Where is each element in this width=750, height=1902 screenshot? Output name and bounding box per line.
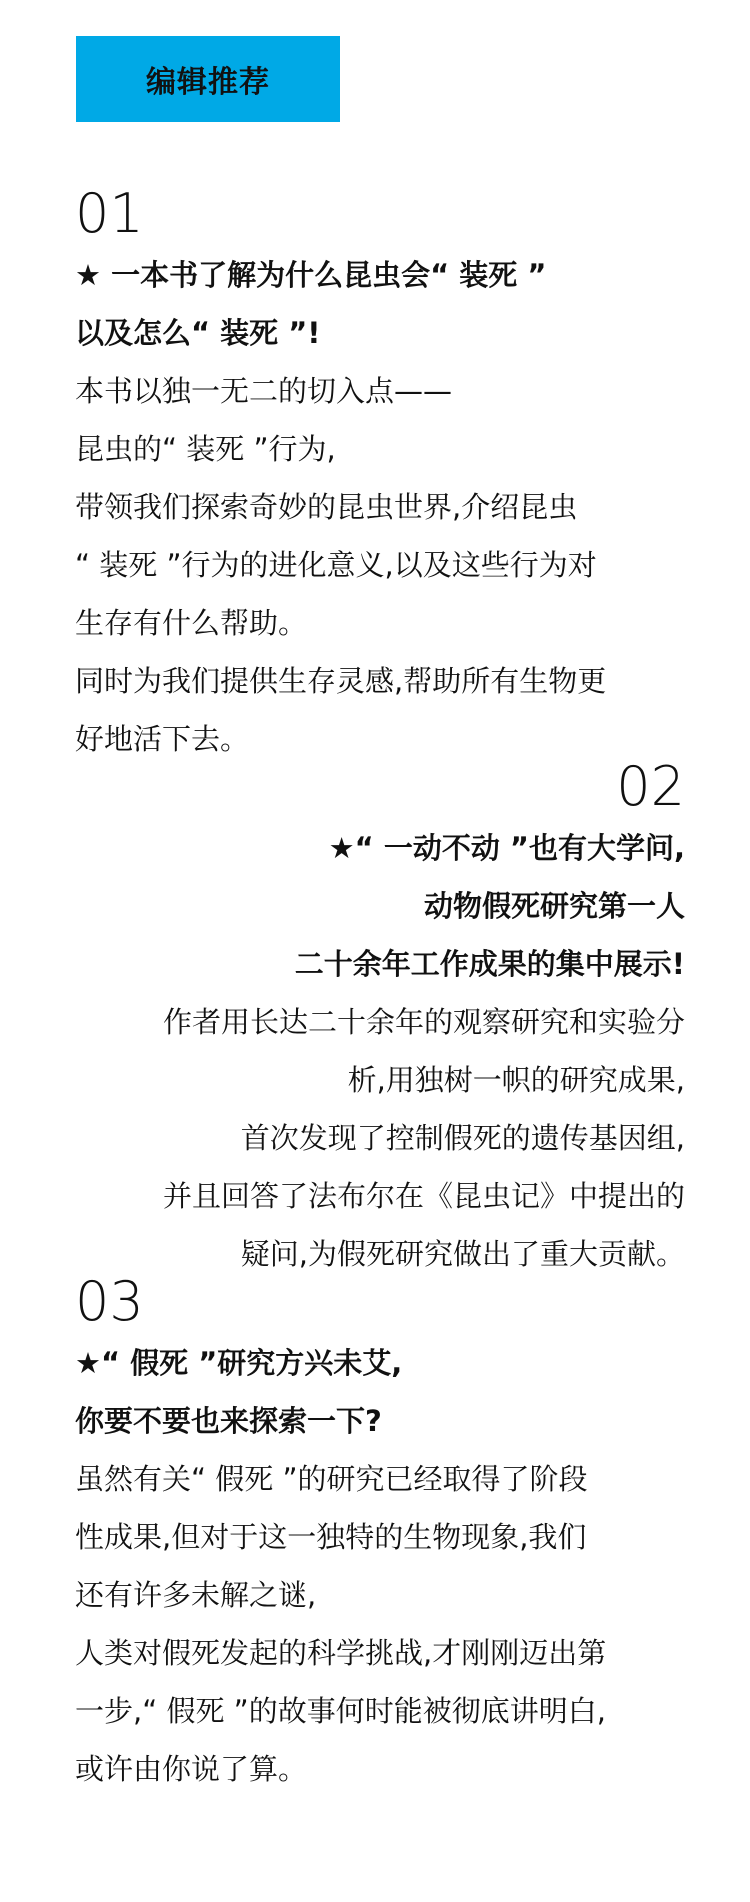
body-line: 人类对假死发起的科学挑战,才刚刚迈出第 <box>75 1636 607 1670</box>
body-line: 首次发现了控制假死的遗传基因组, <box>240 1121 685 1155</box>
body-line: 析,用独树一帜的研究成果, <box>347 1063 685 1097</box>
body-line: 本书以独一无二的切入点—— <box>75 374 453 408</box>
section-number: 02 <box>616 755 685 818</box>
body-line: 还有许多未解之谜, <box>75 1578 317 1612</box>
body-line: 带领我们探索奇妙的昆虫世界,介绍昆虫 <box>75 490 578 524</box>
section-number: 01 <box>75 182 144 245</box>
body-line: 好地活下去。 <box>75 722 250 756</box>
heading-line: ★“ 假死 ”研究方兴未艾, <box>75 1346 403 1380</box>
editor-recommend-badge <box>76 36 340 122</box>
heading-line: 二十余年工作成果的集中展示! <box>294 947 685 981</box>
body-line: 并且回答了法布尔在《昆虫记》中提出的 <box>162 1179 685 1213</box>
body-line: 昆虫的“ 装死 ”行为, <box>75 432 336 466</box>
body-line: 同时为我们提供生存灵感,帮助所有生物更 <box>75 664 607 698</box>
heading-line: ★ 一本书了解为什么昆虫会“ 装死 ” <box>75 258 547 292</box>
section-number: 03 <box>75 1270 144 1333</box>
body-line: 作者用长达二十余年的观察研究和实验分 <box>162 1005 685 1039</box>
body-line: 虽然有关“ 假死 ”的研究已经取得了阶段 <box>75 1462 588 1496</box>
badge-label: 编辑推荐 <box>146 65 270 100</box>
body-line: 一步,“ 假死 ”的故事何时能被彻底讲明白, <box>75 1694 606 1728</box>
heading-line: 动物假死研究第一人 <box>423 889 685 923</box>
section-02 <box>75 755 685 1283</box>
heading-line: 以及怎么“ 装死 ”! <box>75 316 321 350</box>
body-line: 或许由你说了算。 <box>75 1752 308 1786</box>
section-01 <box>75 182 685 768</box>
body-line: 性成果,但对于这一独特的生物现象,我们 <box>75 1520 587 1554</box>
section-03 <box>75 1270 685 1798</box>
heading-line: 你要不要也来探索一下? <box>75 1404 382 1438</box>
body-line: 疑问,为假死研究做出了重大贡献。 <box>240 1237 685 1271</box>
body-line: 生存有什么帮助。 <box>75 606 308 640</box>
body-line: “ 装死 ”行为的进化意义,以及这些行为对 <box>75 548 597 582</box>
heading-line: ★“ 一动不动 ”也有大学问, <box>328 831 685 865</box>
